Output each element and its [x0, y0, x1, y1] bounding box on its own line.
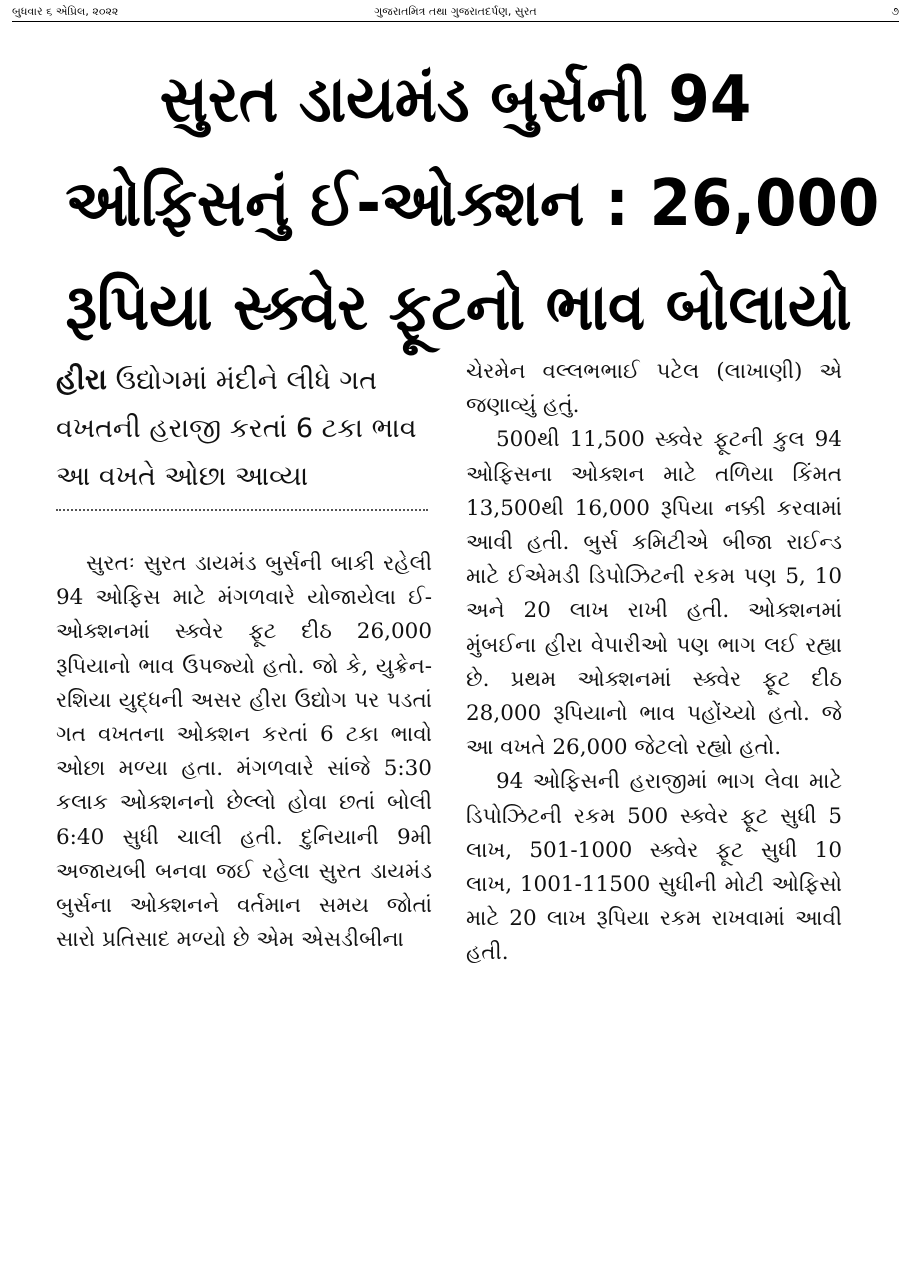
dotted-divider	[56, 509, 428, 511]
article-body-right	[466, 355, 842, 971]
deck-text: ઉદ્યોગમાં મંદીને લીધે ગત વખતની હરાજી કરતાં 6 ટકા ભાવ આ વખતે ઓછા આવ્યા	[56, 365, 417, 492]
article-column-right	[466, 355, 842, 971]
folio-date: બુધવાર ૬ એપ્રિલ, ૨૦૨૨	[12, 5, 119, 18]
article-body-left	[56, 547, 432, 957]
headline-line-2: ઓફિસનું ઈ-ઓક્શન : 26,000	[65, 167, 880, 241]
folio-publication: ગુજરાતમિત્ર તથા ગુજરાતદર્પણ, સુરત	[374, 5, 537, 18]
article-paragraph-1: સુરતઃ સુરત ડાયમંડ બુર્સની બાકી રહેલી 94 ઓફિસ માટે મંગળવારે યોજાયેલા ઈ-ઓક્શનમાં સ્ક્વેર ફૂટ દીઠ 26,000 રૂપિયાનો ભાવ ઉપજ્યો હતો. જો કે, યુક્રેન-રશિયા યુદ્ધની અસર હીરા ઉદ્યોગ પર પડતાં ગત વખતના ઓક્શન કરતાં 6 ટકા ભાવો ઓછા મળ્યા હતા. મંગળવારે સાંજે 5:30 કલાક ઓક્શનનો છેલ્લો હોવા છતાં બોલી 6:40 સુધી ચાલી હતી. દુનિયાની 9મી અજાયબી બનવા જઈ રહેલા સુરત ડાયમંડ બુર્સના ઓક્શનને વર્તમાન સમય જોતાં સારો પ્રતિસાદ મળ્યો છે એમ એસડીબીના	[56, 551, 432, 953]
headline-line-3: રૂપિયા સ્ક્વેર ફૂટનો ભાવ બોલાયો	[65, 271, 852, 345]
headline-line-1: સુરત ડાયમંડ બુર્સની 94	[159, 63, 752, 137]
subheadline-deck	[56, 355, 432, 501]
deck-kicker: હીરા	[56, 362, 108, 396]
article-paragraph-3: 500થી 11,500 સ્ક્વેર ફૂટની કુલ 94 ઓફિસના ઓક્શન માટે તળિયા કિંમત 13,500થી 16,000 રૂપિયા નક્કી કરવામાં આવી હતી. બુર્સ કમિટીએ બીજા રાઈન્ડ માટે ઈએમડી ડિપોઝિટની રકમ પણ 5, 10 અને 20 લાખ રાખી હતી. ઓક્શનમાં મુંબઈના હીરા વેપારીઓ પણ ભાગ લઈ રહ્યા છે. પ્રથમ ઓક્શનમાં સ્ક્વેર ફૂટ દીઠ 28,000 રૂપિયાનો ભાવ પહોંચ્યો હતો. જે આ વખતે 26,000 જેટલો રહ્યો હતો.	[466, 427, 842, 761]
article-column-left	[56, 355, 432, 957]
page-folio	[12, 4, 899, 20]
headline	[36, 48, 880, 360]
article-paragraph-2: ચેરમેન વલ્લભભાઈ પટેલ (લાખાણી) એ જણાવ્યું હતું.	[466, 359, 842, 419]
folio-rule	[12, 21, 899, 22]
folio-page-number: ૭	[891, 5, 899, 18]
article-paragraph-4: 94 ઓફિસની હરાજીમાં ભાગ લેવા માટે ડિપોઝિટની રકમ 500 સ્ક્વેર ફૂટ સુધી 5 લાખ, 501-1000 સ્ક્વેર ફૂટ સુધી 10 લાખ, 1001-11500 સુધીની મોટી ઓફિસો માટે 20 લાખ રૂપિયા રકમ રાખવામાં આવી હતી.	[466, 769, 842, 966]
